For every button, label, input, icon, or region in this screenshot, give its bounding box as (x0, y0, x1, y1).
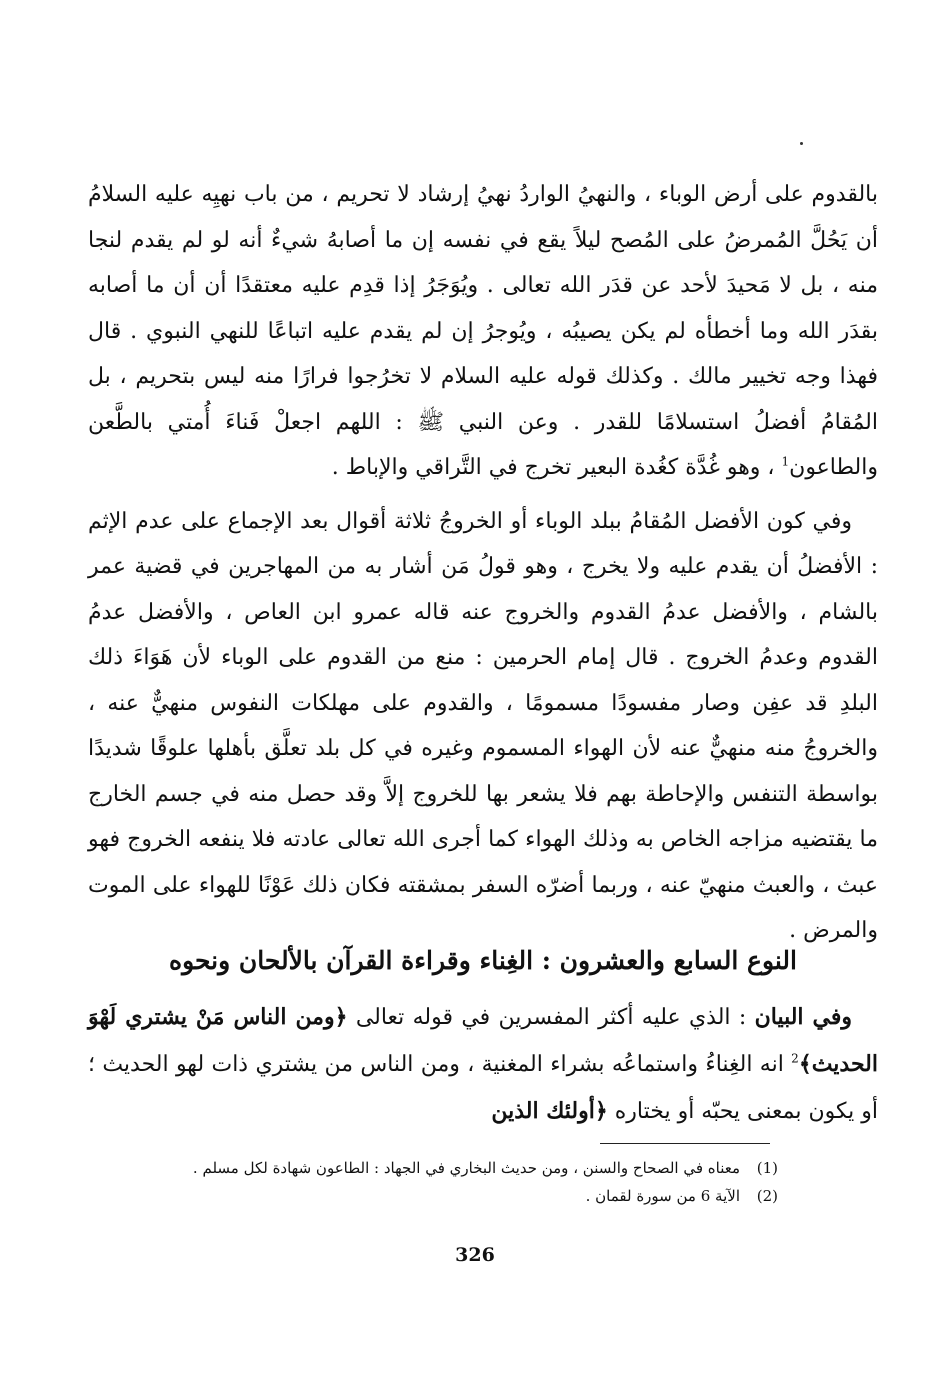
lead-bold: وفي البيان (754, 1004, 853, 1030)
footnotes (88, 1154, 778, 1210)
footnote-ref-1: 1 (781, 454, 790, 469)
paragraph-3 (88, 994, 878, 1135)
mid-text: انه الغِناءُ واستماعُه بشراء المغنية ، ومن الناس من يشتري ذات لهو الحديث ؛ أو يكون بمعنى يحبّه أو يختاره (88, 1052, 878, 1124)
footnote-text: الآية 6 من سورة لقمان . (585, 1187, 740, 1205)
lead-text: : الذي عليه أكثر المفسرين في قوله تعالى (347, 1005, 755, 1030)
footnote-ref-2: 2 (791, 1051, 799, 1066)
section-text (88, 994, 878, 1135)
footnote-1 (88, 1154, 778, 1182)
footnote-divider (600, 1143, 770, 1144)
footnote-text: معناه في الصحاح والسنن ، ومن حديث البخاري في الجهاد : الطاعون شهادة لكل مسلم . (192, 1159, 740, 1177)
quran-quote-1: ﴿ومن الناس مَنْ يشتري لَهْوَ الحديث﴾ (88, 1004, 878, 1077)
footnote-number: (1) (756, 1159, 778, 1177)
page-number: 326 (455, 1244, 495, 1266)
section-heading: النوع السابع والعشرون : الغِناء وقراءة القرآن بالألحان ونحوه (169, 946, 797, 975)
paragraph-2: وفي كون الأفضل المُقامُ ببلد الوباء أو الخروجُ ثلاثة أقوال بعد الإجماع على عدم الإثم : الأفضلُ أن يقدم عليه ولا يخرج ، وهو قولُ مَن أشار به من المهاجرين في قضية عمر بالشام ، والأفضل عدمُ القدوم والخروج عنه قاله عمرو ابن العاص ، والأفضل عدمُ القدوم وعدمُ الخروج . قال إمام الحرمين : منع من القدوم على الوباء لأن هَوَاءَ ذلك البلدِ قد عفِن وصار مفسودًا مسمومًا ، والقدوم على مهلكات النفوس منهيٌّ عنه ، والخروجُ منه منهيٌّ عنه لأن الهواء المسموم وغيره في كل بلد تعلَّق بأهلها علوقًا شديدًا بواسطة التنفس والإحاطة بهم فلا يشعر بها للخروج إلاَّ وقد حصل منه في جسم الخارج ما يقتضيه مزاجه الخاص به وذلك الهواء كما أجرى الله تعالى عادته فلا ينفعه الخروج فهو عبث ، والعبث منهيّ عنه ، وربما أضرّه السفر بمشقته فكان ذلك عَوْنًا للهواء على الموت والمرض . (88, 508, 878, 943)
scan-speck (800, 142, 803, 145)
paragraph-1-end: ، وهو غُدَّة كغُدة البعير تخرج في التَّراقي والإباط . (331, 455, 782, 480)
main-text (88, 172, 878, 954)
paragraph-1-text: بالقدوم على أرض الوباء ، والنهيُ الواردُ نهيُ إرشاد لا تحريم ، من باب نهيِه عليه السلامُ أن يَحُلَّ المُمرضُ على المُصح ليلاً يقع في نفسه إن ما أصابهُ شيءٌ أنه لو لم يقدم لنجا منه ، بل لا مَحيدَ لأحد عن قدَر الله تعالى . ويُوَجَرُ إذا قدِم عليه معتقدًا أن أن ما أصابه بقدَر الله وما أخطأه لم يكن يصيبُه ، ويُوجرُ إن لم يقدم عليه اتباعًا للنهي النبوي . قال فهذا وجه تخيير مالك . وكذلك قوله عليه السلام لا تخرُجوا فرارًا منه ليس بتحريم ، بل المُقامُ أفضلُ استسلامًا للقدر . وعن النبي ﷺ : اللهم اجعلْ فَناءَ أُمتي بالطَّعن والطاعون (88, 182, 878, 480)
footnote-2 (88, 1182, 778, 1210)
quran-quote-2: ﴿أولئك الذين (491, 1098, 608, 1124)
footnote-number: (2) (756, 1187, 778, 1205)
paragraph-1 (88, 172, 878, 491)
